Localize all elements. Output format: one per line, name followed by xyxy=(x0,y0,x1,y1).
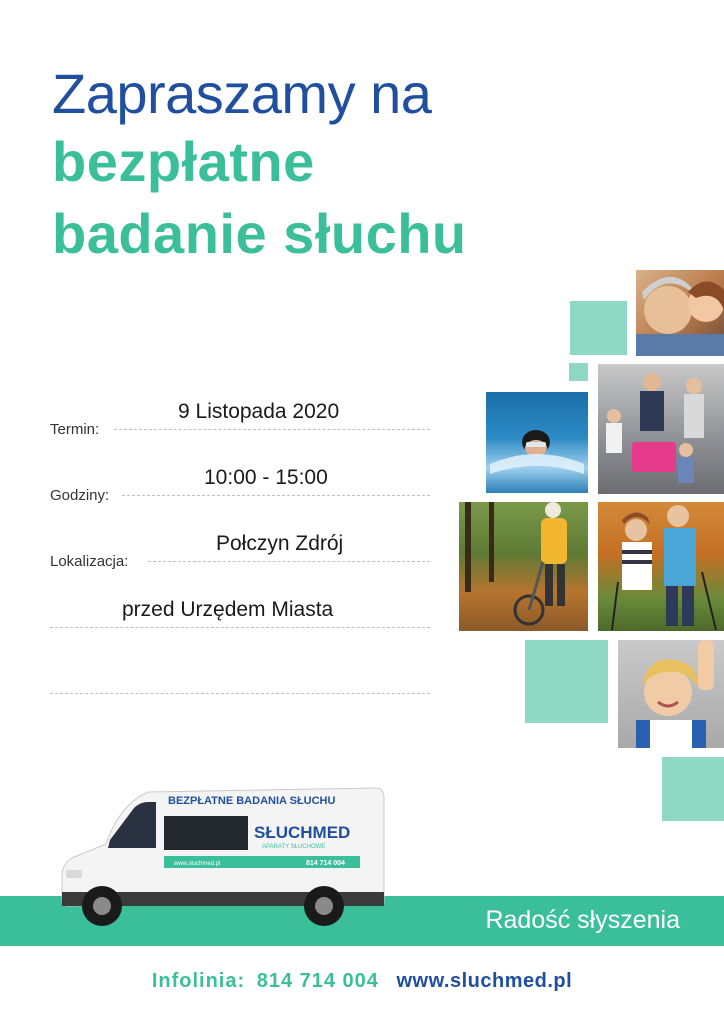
date-value: 9 Listopada 2020 xyxy=(178,400,340,423)
van-roof-text: BEZPŁATNE BADANIA SŁUCHU xyxy=(168,795,336,807)
photo-family-travel xyxy=(598,364,724,494)
empty-row xyxy=(50,662,430,702)
hours-value: 10:00 - 15:00 xyxy=(204,466,328,489)
footer-contact xyxy=(0,970,724,993)
location-line xyxy=(148,561,430,562)
deco-tile xyxy=(570,301,627,355)
location-row-2 xyxy=(50,596,430,636)
date-line xyxy=(114,429,430,430)
hours-label: Godziny: xyxy=(50,487,110,504)
infolinia-phone[interactable]: 814 714 004 xyxy=(256,970,379,992)
photo-cyclist-autumn xyxy=(459,502,588,631)
van-stripe-phone: 814 714 004 xyxy=(306,860,345,867)
headline-line-3: badanie słuchu xyxy=(52,202,467,265)
location-value: Połczyn Zdrój xyxy=(216,532,344,555)
website-link[interactable]: www.sluchmed.pl xyxy=(396,970,573,992)
hours-line xyxy=(122,495,430,496)
location-label: Lokalizacja: xyxy=(50,553,129,570)
photo-grandfather-child xyxy=(636,270,724,356)
headline-line-2: bezpłatne xyxy=(52,130,315,193)
mobile-clinic-van xyxy=(58,784,398,934)
date-row xyxy=(50,398,430,438)
date-label: Termin: xyxy=(50,421,100,438)
van-brand-sub: APARATY SŁUCHOWE xyxy=(262,844,326,850)
headline-line-1: Zapraszamy na xyxy=(52,62,432,125)
location-line-2 xyxy=(50,627,430,628)
infolinia-label: Infolinia: xyxy=(151,970,246,992)
deco-tile-small xyxy=(569,363,588,381)
slogan-text: Radość słyszenia xyxy=(485,906,680,934)
photo-happy-child xyxy=(618,640,724,748)
location-value-2: przed Urzędem Miasta xyxy=(122,598,334,621)
headline xyxy=(52,62,652,270)
deco-tile xyxy=(662,757,724,821)
location-row xyxy=(50,530,430,570)
deco-tile xyxy=(525,640,608,723)
hours-row xyxy=(50,464,430,504)
photo-elderly-couple-walking xyxy=(598,502,724,631)
van-stripe-www: www.sluchmed.pl xyxy=(174,861,221,867)
photo-swimmer xyxy=(486,392,588,493)
empty-line xyxy=(50,693,430,694)
van-brand: SŁUCHMED xyxy=(254,823,351,842)
